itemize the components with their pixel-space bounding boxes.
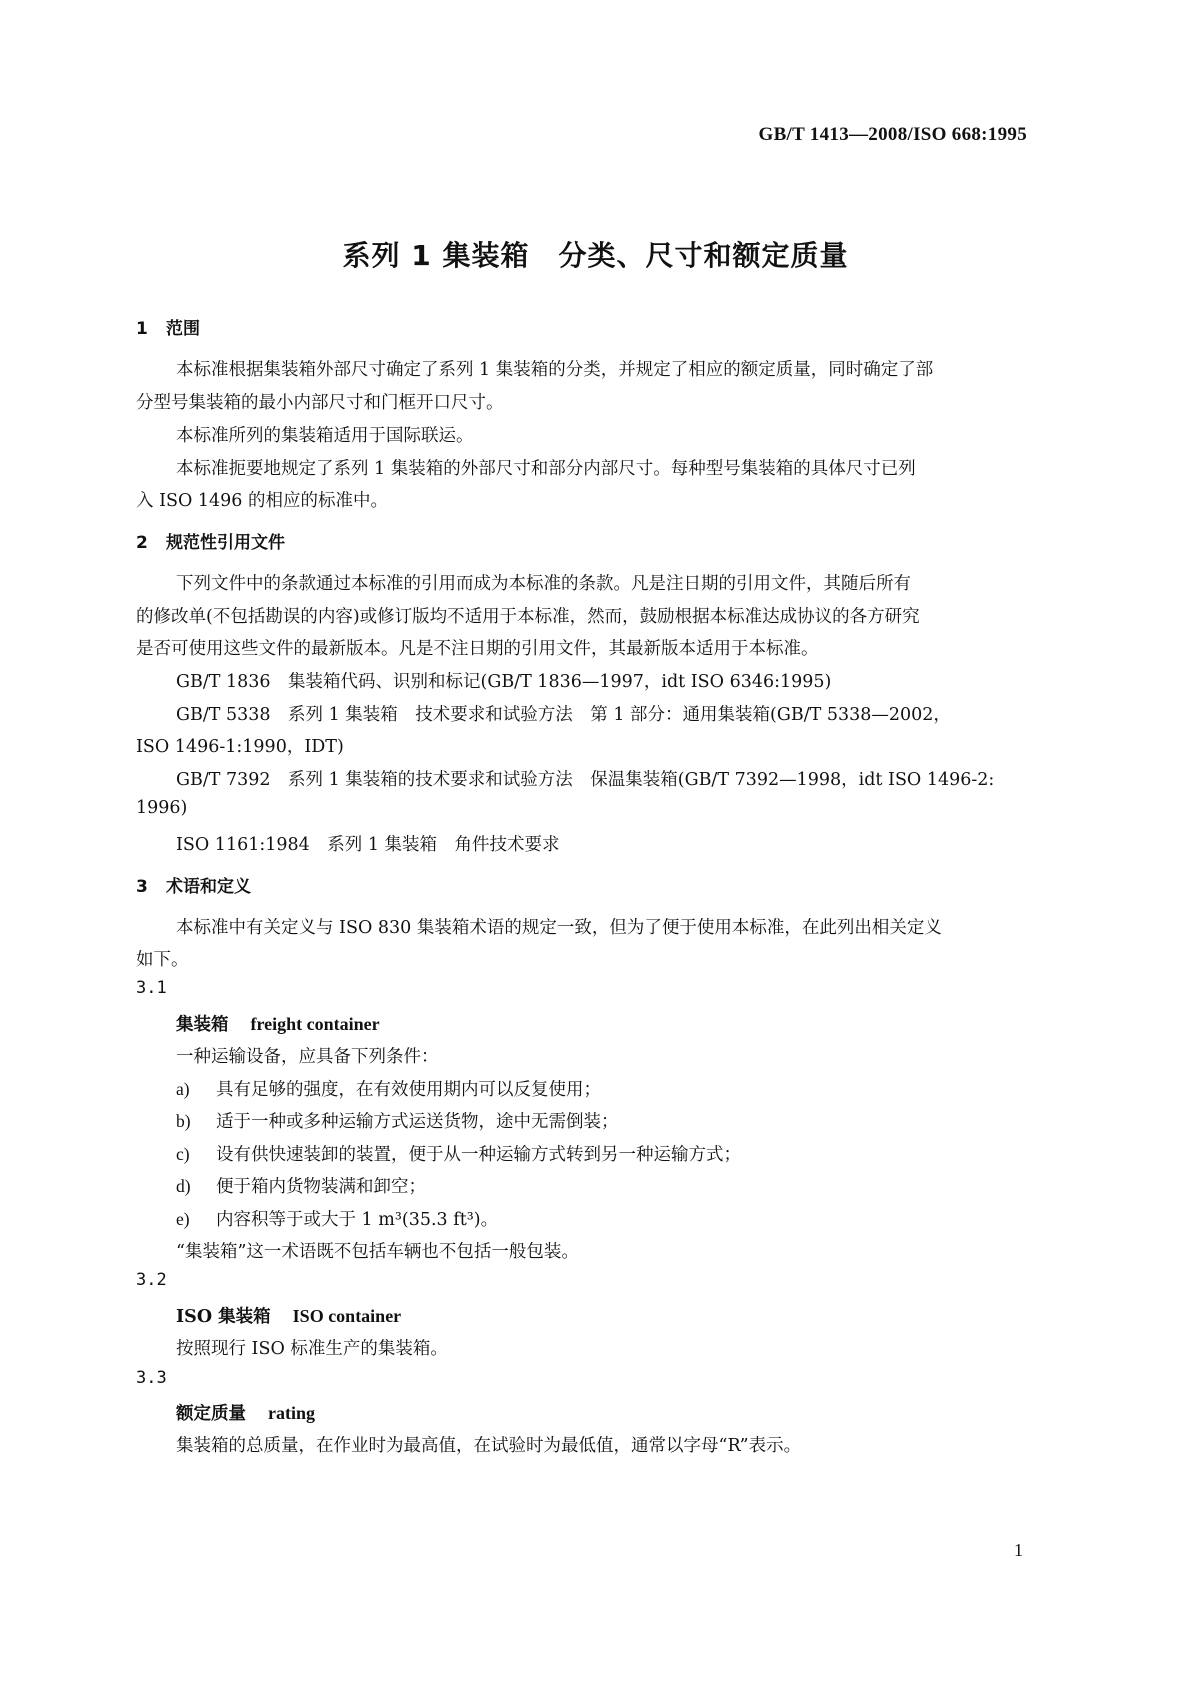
list-item bbox=[176, 1108, 619, 1133]
section-3-heading bbox=[136, 872, 251, 897]
section-title: 术语和定义 bbox=[166, 877, 251, 897]
list-label: c) bbox=[176, 1144, 190, 1164]
paragraph: 本标准所列的集装箱适用于国际联运。 bbox=[176, 426, 474, 446]
term-entry bbox=[176, 1011, 380, 1036]
section-number: 2 bbox=[136, 533, 148, 553]
definition: 按照现行 ISO 标准生产的集装箱。 bbox=[176, 1339, 448, 1359]
list-label: b) bbox=[176, 1111, 191, 1131]
term-chinese: 额定质量 bbox=[176, 1404, 246, 1424]
paragraph: 下列文件中的条款通过本标准的引用而成为本标准的条款。凡是注日期的引用文件，其随后所有 bbox=[176, 574, 911, 594]
list-item bbox=[176, 1206, 498, 1231]
list-text: 设有供快速装卸的装置，便于从一种运输方式转到另一种运输方式； bbox=[216, 1145, 741, 1165]
paragraph-continuation: 分型号集装箱的最小内部尺寸和门框开口尺寸。 bbox=[136, 393, 504, 413]
list-text: 具有足够的强度，在有效使用期内可以反复使用； bbox=[216, 1080, 601, 1100]
normative-reference-continuation: 1996) bbox=[136, 798, 188, 818]
section-title: 范围 bbox=[166, 319, 200, 339]
list-label: d) bbox=[176, 1176, 191, 1196]
term-english: rating bbox=[268, 1403, 315, 1423]
section-number: 1 bbox=[136, 319, 148, 339]
normative-reference: ISO 1161:1984 系列 1 集装箱 角件技术要求 bbox=[176, 835, 560, 855]
term-chinese: ISO 集装箱 bbox=[176, 1307, 271, 1327]
list-text: 便于箱内货物装满和卸空； bbox=[216, 1177, 426, 1197]
paragraph: 本标准中有关定义与 ISO 830 集装箱术语的规定一致，但为了便于使用本标准，在此列出相关定义 bbox=[176, 918, 942, 938]
paragraph-continuation: 如下。 bbox=[136, 950, 189, 970]
standard-code-header: GB/T 1413—2008/ISO 668:1995 bbox=[758, 124, 1027, 145]
list-item bbox=[176, 1076, 601, 1101]
list-item bbox=[176, 1141, 741, 1166]
normative-reference: GB/T 7392 系列 1 集装箱的技术要求和试验方法 保温集装箱(GB/T 7392—1998，idt ISO 1496-2: bbox=[176, 770, 995, 790]
term-english: ISO container bbox=[292, 1306, 402, 1326]
section-title: 规范性引用文件 bbox=[166, 533, 285, 553]
term-english: freight container bbox=[250, 1014, 380, 1034]
paragraph: 本标准扼要地规定了系列 1 集装箱的外部尺寸和部分内部尺寸。每种型号集装箱的具体尺寸已列 bbox=[176, 459, 916, 479]
list-item bbox=[176, 1173, 426, 1198]
term-chinese: 集装箱 bbox=[176, 1015, 229, 1035]
paragraph-continuation: 的修改单(不包括勘误的内容)或修订版均不适用于本标准，然而，鼓励根据本标准达成协议的各方研究 bbox=[136, 607, 920, 627]
list-text: 内容积等于或大于 1 m³(35.3 ft³)。 bbox=[216, 1210, 499, 1230]
note: “集装箱”这一术语既不包括车辆也不包括一般包装。 bbox=[176, 1242, 579, 1262]
term-entry bbox=[176, 1303, 401, 1328]
paragraph: 本标准根据集装箱外部尺寸确定了系列 1 集装箱的分类，并规定了相应的额定质量，同时确定了部 bbox=[176, 360, 934, 380]
section-number: 3 bbox=[136, 877, 148, 897]
normative-reference-continuation: ISO 1496-1:1990，IDT) bbox=[136, 737, 344, 757]
document-title: 系列 1 集装箱 分类、尺寸和额定质量 bbox=[342, 239, 849, 272]
term-entry bbox=[176, 1400, 315, 1425]
page-number: 1 bbox=[1014, 1540, 1023, 1560]
normative-reference: GB/T 1836 集装箱代码、识别和标记(GB/T 1836—1997，idt ISO 6346:1995) bbox=[176, 672, 832, 692]
section-2-heading bbox=[136, 528, 285, 553]
section-1-heading bbox=[136, 314, 200, 339]
subsection-number: 3.1 bbox=[136, 978, 167, 998]
definition: 集装箱的总质量，在作业时为最高值，在试验时为最低值，通常以字母“R”表示。 bbox=[176, 1436, 802, 1456]
list-label: a) bbox=[176, 1079, 190, 1099]
definition: 一种运输设备，应具备下列条件： bbox=[176, 1047, 439, 1067]
list-text: 适于一种或多种运输方式运送货物，途中无需倒装； bbox=[216, 1112, 619, 1132]
subsection-number: 3.3 bbox=[136, 1368, 167, 1388]
subsection-number: 3.2 bbox=[136, 1270, 167, 1290]
paragraph-continuation: 入 ISO 1496 的相应的标准中。 bbox=[136, 491, 388, 511]
paragraph-continuation: 是否可使用这些文件的最新版本。凡是不注日期的引用文件，其最新版本适用于本标准。 bbox=[136, 639, 819, 659]
normative-reference: GB/T 5338 系列 1 集装箱 技术要求和试验方法 第 1 部分：通用集装箱(GB/T 5338—2002， bbox=[176, 705, 951, 725]
list-label: e) bbox=[176, 1209, 190, 1229]
